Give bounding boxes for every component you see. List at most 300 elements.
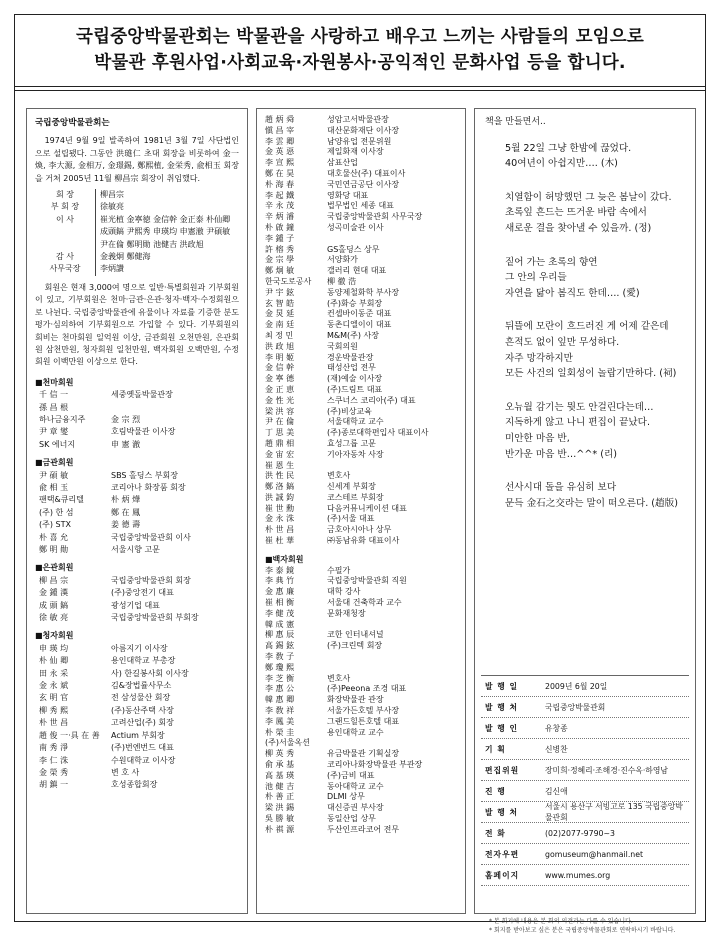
member-role: 영화당 대표 — [327, 190, 369, 200]
member-role: 코리아나화장박물관 부관장 — [327, 760, 423, 770]
officer-names: 金義炯 鄭健海 — [95, 251, 239, 263]
member-row — [265, 598, 459, 609]
member-name: 崔 恩 生 — [265, 460, 295, 470]
member-row — [265, 514, 459, 525]
publication-row — [481, 718, 689, 739]
member-role: 용인대학교 부총장 — [111, 656, 176, 666]
publication-label: 발 행 인 — [485, 723, 519, 733]
right-column — [474, 108, 696, 934]
officer-row — [35, 214, 239, 251]
member-role — [327, 652, 459, 663]
member-row — [35, 600, 239, 612]
member-role: (주)비상교육 — [327, 406, 372, 416]
editor-note — [505, 141, 697, 172]
member-name: 朴 海 春 — [265, 179, 295, 189]
officer-role: 사무국장 — [49, 264, 81, 274]
member-row — [265, 609, 459, 620]
member-name: 李 典 竹 — [265, 576, 295, 586]
association-intro: 1974년 9월 9일 발족하여 1981년 3월 7일 사단법인으로 설립됐다. 그동안 洪璡仁 초대 회장을 비롯하여 金一煥, 李大源, 金相万, 金璟錫, 鄭熙植, 金栄秀, 兪相玉 회장을 거쳐 2005년 11월 柳昌宗 회장이 취임했다. — [35, 136, 239, 183]
member-row — [265, 363, 459, 374]
note-line: 초록잎 흔드는 뜨거운 바람 속에서 — [505, 207, 647, 219]
member-row — [265, 760, 459, 771]
member-name: 高 基 瑛 — [265, 770, 295, 780]
member-role: 국립중앙박물관회 부회장 — [111, 613, 199, 623]
member-name: 玄 明 官 — [39, 693, 69, 703]
member-role: 용인대학교 교수 — [327, 727, 384, 737]
member-row — [35, 705, 239, 717]
member-role: 호성종합회장 — [111, 780, 158, 790]
member-row — [35, 655, 239, 667]
member-name: 李 敎 祥 — [265, 706, 295, 716]
member-name: 金 宙 宏 — [265, 449, 295, 459]
publication-value: 신병찬 — [545, 744, 568, 754]
member-role: 대학 강사 — [327, 587, 361, 597]
member-row — [35, 507, 239, 519]
publication-row — [481, 844, 689, 865]
note-line: 자연을 닮아 봄직도 한데…. (愛) — [505, 287, 640, 299]
member-role: (주)크린텍 회장 — [327, 641, 383, 651]
note-line: 반가운 마음 반…^^* (리) — [505, 448, 617, 460]
member-name: 吳 勝 敏 — [265, 814, 295, 823]
publication-label: 진 행 — [485, 786, 506, 796]
member-role — [111, 402, 239, 414]
member-role: (주)화승 부회장 — [327, 298, 383, 308]
member-name: 趙 鼎 相 — [265, 438, 295, 448]
member-row — [35, 389, 239, 401]
publication-label: 전 화 — [485, 828, 506, 838]
note-line: 지독하게 않고 나니 편집이 끝났다. — [505, 417, 650, 429]
member-row — [265, 331, 459, 342]
member-row — [265, 525, 459, 536]
member-role: 동촌디엘이이 대표 — [327, 320, 392, 330]
member-row — [265, 126, 459, 137]
member-role — [327, 663, 459, 674]
member-row — [265, 803, 459, 814]
header-line-1: 국립중앙박물관회는 박물관을 사랑하고 배우고 느끼는 사람들의 모임으로 — [75, 27, 644, 47]
middle-column — [256, 108, 466, 914]
officer-row — [35, 201, 239, 213]
member-name: 洪 誠 鈞 — [265, 492, 295, 502]
member-name: 崔 相 衡 — [265, 598, 295, 608]
member-name: 池 健 吉 — [265, 781, 295, 791]
member-row — [265, 288, 459, 299]
member-name: 金 信 幹 — [265, 363, 295, 373]
editor-poems — [485, 141, 697, 512]
member-name: 金 宗 學 — [265, 255, 295, 265]
member-role: 성곡미술관 이사 — [327, 222, 384, 232]
member-name: 愼 昌 宰 — [265, 125, 295, 135]
member-row — [35, 519, 239, 531]
left-column — [26, 108, 248, 914]
member-row — [265, 169, 459, 180]
member-row — [35, 668, 239, 680]
member-role: 朴 炳 燁 — [111, 495, 141, 505]
footnote: * 본 회지에 내용은 본 회의 의견과는 다를 수 있습니다. — [489, 918, 633, 925]
member-row — [265, 706, 459, 717]
membership-description: 회원은 현재 3,000여 명으로 일반·특별회원과 기부회원이 있고, 기부회원은 천마·금관·은관·청자·백자·수정회원으로 나뉜다. 국립중앙박물관에 유물이나 자료를 기증한 분도 평가·심의하여 기부회원으로 가입할 수 있다. 기부회원의 회비는 천마회원 일억원 이상, 금관회원 오천만원, 은관회원 삼천만원, 청자회원 일천만원, 백자회원 오백만원, 수정회원 이백만원 이상으로 한다. — [35, 282, 239, 367]
member-row — [265, 695, 459, 706]
member-name: 金 鍾 漢 — [39, 588, 69, 598]
note-line: 문득 金石之交라는 말이 떠오른다. (趙版) — [505, 497, 678, 509]
member-name: 鄭 明 勛 — [39, 545, 69, 554]
member-role: 대호물산(주) 대표이사 — [327, 168, 406, 178]
member-name: 최 정 민 — [265, 330, 294, 340]
note-line: 치열함이 허망했던 그 늦은 봄날이 갔다. — [505, 191, 672, 203]
member-row — [265, 417, 459, 428]
member-row — [265, 396, 459, 407]
member-role: 성암고서박물관장 — [327, 115, 389, 124]
member-role — [327, 234, 459, 245]
member-name: SK 에너지 — [39, 439, 76, 449]
member-role: 변 호 사 — [111, 767, 140, 777]
member-name: 하나금융지주 — [39, 414, 86, 424]
member-row — [265, 342, 459, 353]
publication-value: 장미희·정혜리·조해경·진수옥·하영남 — [545, 765, 668, 775]
member-group-title: ■청자회원 — [35, 631, 74, 641]
officer-role: 부 회 장 — [50, 202, 80, 212]
member-role: 서양화가 — [327, 255, 358, 265]
member-role: (주)중앙전기 대표 — [111, 588, 174, 598]
member-role: 기아자동차 사장 — [327, 449, 384, 459]
member-role: 컨셉바이동준 대표 — [327, 309, 392, 319]
member-name: (주) 한 섬 — [39, 507, 74, 517]
member-name: 朴 榮 圭 — [265, 727, 295, 737]
member-name: (주) STX — [39, 520, 71, 530]
member-row — [265, 566, 459, 577]
member-row — [265, 212, 459, 223]
officer-names: 崔光植 金寧徳 金信幹 金正泰 朴仙卿 成頭鎬 尹熙秀 申瑛均 申憲澈 尹碩敏 尹在倫 鄭明勛 池健吉 洪政旭 — [95, 214, 239, 251]
member-role: 그랜드힐튼호텔 대표 — [327, 716, 400, 726]
member-row — [265, 738, 459, 749]
member-row — [265, 493, 459, 504]
member-name: 朴 世 昌 — [265, 525, 295, 535]
member-role: 경운박물관장 — [327, 352, 374, 362]
officer-names: 李炳讚 — [95, 263, 239, 275]
member-name: 李 仁 洙 — [39, 755, 69, 765]
member-role: 금호아시아나 상무 — [327, 525, 392, 535]
editor-note — [505, 255, 697, 302]
member-row — [265, 180, 459, 191]
note-line: 그 안의 우리들 — [505, 272, 567, 284]
member-role: 金 宗 烈 — [111, 414, 141, 424]
note-line: 오뉴월 감기는 뭣도 안걸린다는데… — [505, 401, 654, 413]
member-role: 국립중앙박물관회 사무국장 — [327, 212, 423, 222]
member-list-continued — [265, 115, 459, 547]
member-row — [265, 630, 459, 641]
member-role: 수원대학교 이사장 — [111, 755, 176, 765]
member-group-title: ■금관회원 — [35, 458, 74, 468]
member-row — [265, 652, 459, 663]
member-role — [327, 461, 459, 472]
editor-note — [505, 319, 697, 381]
member-role: 김&장법률사무소 — [111, 681, 172, 691]
member-row — [265, 663, 459, 674]
publication-label: 편집위원 — [485, 765, 520, 775]
member-role: 국회의원 — [327, 341, 358, 351]
publication-value: 국립중앙박물관회 — [545, 702, 606, 712]
officer-role: 감 사 — [56, 252, 74, 262]
member-name: 鄭 炯 敏 — [265, 266, 295, 276]
member-row — [265, 674, 459, 685]
member-row — [265, 782, 459, 793]
member-name: 南 秀 淨 — [39, 743, 69, 753]
member-name: 李 雲 卿 — [265, 136, 295, 146]
member-name: 李 敎 子 — [265, 652, 295, 662]
member-row — [35, 482, 239, 494]
member-row — [265, 309, 459, 320]
publication-value: 서울시 용산구 서빙고로 135 국립중앙박물관회 — [545, 802, 683, 822]
note-line: 흔적도 없이 잎만 무성하다. — [505, 336, 620, 348]
member-name: 李 泰 鏡 — [265, 565, 295, 575]
member-role: 서울가든호텔 부사장 — [327, 706, 400, 716]
member-row — [35, 643, 239, 655]
member-name: 趙 俊 一·具 在 善 — [39, 730, 100, 740]
member-group-title: ■은관회원 — [35, 563, 74, 573]
member-role: M&M(주) 사장 — [327, 330, 380, 340]
member-name: 尹 在 倫 — [265, 417, 295, 427]
member-row — [265, 482, 459, 493]
member-row — [265, 450, 459, 461]
publication-label: 발 행 일 — [485, 681, 519, 691]
member-row — [265, 353, 459, 364]
member-name: 崔 杜 華 — [265, 536, 295, 546]
member-role: 문화재청장 — [327, 608, 366, 618]
publication-value: 2009년 6월 20일 — [545, 681, 608, 691]
member-row — [35, 730, 239, 742]
editor-note — [505, 400, 697, 462]
member-row — [265, 814, 459, 825]
officers-list — [35, 189, 239, 276]
member-row — [35, 494, 239, 506]
officer-role: 회 장 — [56, 190, 74, 200]
member-role: 갤러리 현대 대표 — [327, 266, 387, 276]
officer-row — [35, 189, 239, 201]
member-name: 金 榮 秀 — [39, 767, 69, 777]
editorial-notes — [475, 109, 697, 669]
member-role — [327, 738, 459, 749]
member-row — [35, 680, 239, 692]
member-name: 李 惠 公 — [265, 684, 295, 694]
member-row — [265, 277, 459, 288]
member-name: 李 宣 熙 — [265, 158, 295, 168]
member-role: 호림박물관 이사장 — [111, 427, 176, 437]
member-name: 朴 善 正 — [265, 792, 295, 802]
baekja-member-list — [265, 566, 459, 836]
member-name: 李 鳳 美 — [265, 716, 295, 726]
publication-row — [481, 865, 689, 886]
member-name: 李 起 鐵 — [265, 190, 295, 200]
member-role: 鄭 在 鳳 — [111, 507, 141, 517]
officer-names: 柳昌宗 — [95, 189, 239, 201]
member-role: 서울대 건축학과 교수 — [327, 598, 402, 608]
editor-note — [505, 480, 697, 511]
member-role: 고려산업(주) 회장 — [111, 718, 174, 728]
member-row — [35, 779, 239, 791]
member-role: 세중옛돌박물관장 — [111, 390, 173, 400]
member-role: Actium 부회장 — [111, 730, 165, 740]
footnote: * 회지를 받아보고 싶은 분은 국립중앙박물관회로 연락하시기 바랍니다. — [489, 927, 676, 934]
member-name: 尹 碩 敏 — [39, 470, 69, 480]
member-row — [265, 374, 459, 385]
member-role: 대신증권 부사장 — [327, 803, 384, 813]
member-role: ㈜동남유화 대표이사 — [327, 536, 400, 546]
publication-value: gomuseum@hanmail.net — [545, 849, 644, 859]
member-row — [265, 158, 459, 169]
member-role: 코스테르 부회장 — [327, 492, 384, 502]
member-role: 코리아나 화장품 회장 — [111, 482, 186, 492]
member-name: 兪 相 玉 — [39, 482, 69, 492]
member-role: DLMI 상무 — [327, 792, 365, 802]
member-role: 다음커뮤니케이션 대표 — [327, 503, 407, 513]
member-role: 수필가 — [327, 565, 351, 575]
member-name: 팬택&큐리텔 — [39, 495, 84, 505]
member-name: 洪 性 民 — [265, 471, 295, 481]
member-row — [265, 620, 459, 631]
publication-row — [481, 739, 689, 760]
member-name: 趙 炳 舜 — [265, 115, 295, 124]
member-name: 朴 啟 鐘 — [265, 222, 295, 232]
member-name: (주)서울옥션 — [265, 738, 310, 748]
member-row — [35, 532, 239, 544]
member-name: 申 瑛 均 — [39, 643, 69, 653]
member-row — [265, 771, 459, 782]
member-row — [265, 461, 459, 472]
member-role: 국립중앙박물관회 직원 — [327, 576, 407, 586]
member-row — [265, 792, 459, 803]
member-row — [265, 536, 459, 547]
member-role: 코한 인터내셔널 — [327, 630, 384, 640]
publication-value: 유창종 — [545, 723, 568, 733]
member-name: 한국도로공사 — [265, 276, 312, 286]
publication-row — [481, 781, 689, 802]
officer-names: 徐敏亮 — [95, 201, 239, 213]
member-name: 金 英 惡 — [265, 147, 295, 157]
publication-label: 기 획 — [485, 744, 506, 754]
publication-row — [481, 760, 689, 781]
header-divider — [14, 86, 706, 87]
member-group-title: ■천마회원 — [35, 377, 74, 387]
member-row — [265, 749, 459, 760]
member-row — [265, 684, 459, 695]
member-row — [265, 576, 459, 587]
member-role: 국립중앙박물관회 회장 — [111, 575, 191, 585]
note-line: 모든 사건의 일회성이 놀랍기만하다. (祠) — [505, 368, 677, 380]
member-role: (주)동산주택 사장 — [111, 705, 174, 715]
publication-row — [481, 823, 689, 844]
member-name: 金 南 廷 — [265, 320, 295, 330]
member-row — [265, 147, 459, 158]
member-role: 전 삼성물산 회장 — [111, 693, 171, 703]
member-row — [265, 825, 459, 836]
member-role: 효성그룹 고문 — [327, 438, 376, 448]
member-row — [265, 428, 459, 439]
member-row — [35, 414, 239, 426]
member-row — [35, 755, 239, 767]
page-header — [14, 24, 706, 76]
member-row — [265, 201, 459, 212]
publication-info — [481, 675, 689, 886]
member-role: 柳 徹 浩 — [327, 276, 357, 286]
member-name: 成 頭 鎬 — [39, 600, 69, 610]
publication-label: 발 행 처 — [485, 807, 519, 817]
member-name: 金 性 光 — [265, 395, 295, 405]
member-name: 許 榕 秀 — [265, 244, 295, 254]
member-role: 변호사 — [327, 673, 351, 683]
member-name: 鄭 洛 鎬 — [265, 482, 295, 492]
member-role: (주)Peeona 조경 대표 — [327, 684, 407, 694]
member-role: (주)종로대학편입사 대표이사 — [327, 428, 429, 438]
member-role: 申 憲 澈 — [111, 439, 141, 449]
note-line: 미안한 마음 반, — [505, 432, 570, 444]
member-name: 洪 政 旭 — [265, 341, 295, 351]
member-name: 韓 成 憲 — [265, 619, 295, 629]
member-name: 田 永 采 — [39, 668, 69, 678]
publication-row — [481, 697, 689, 718]
member-name: 金 惠 廉 — [265, 587, 295, 597]
member-name: 辛 炳 濬 — [265, 212, 295, 222]
publication-row — [481, 676, 689, 697]
member-row — [265, 587, 459, 598]
header-divider-double — [14, 90, 706, 91]
member-name: 鄭 瓊 熙 — [265, 662, 295, 672]
member-row — [265, 320, 459, 331]
member-name: 李 芝 衡 — [265, 673, 295, 683]
member-row — [265, 407, 459, 418]
member-row — [265, 255, 459, 266]
member-row — [35, 575, 239, 587]
member-row — [265, 234, 459, 245]
member-role: 스쿠너스 코리아(주) 대표 — [327, 395, 416, 405]
member-row — [265, 191, 459, 202]
member-role: 삼표산업 — [327, 158, 358, 168]
member-name: 朴 仙 卿 — [39, 656, 69, 666]
member-row — [35, 717, 239, 729]
member-name: 高 錫 鉉 — [265, 641, 295, 651]
member-role — [327, 620, 459, 631]
publication-value: (02)2077-9790~3 — [545, 828, 615, 838]
member-role: (주)번엔번드 대표 — [111, 743, 174, 753]
publication-value: 김신애 — [545, 786, 568, 796]
member-name: 韓 惠 卿 — [265, 695, 295, 705]
member-name: 柳 英 秀 — [265, 749, 295, 759]
publication-label: 전자우편 — [485, 849, 520, 859]
member-row — [35, 767, 239, 779]
member-name: 胡 鎮 一 — [39, 780, 69, 790]
member-name: 俞 承 基 — [265, 760, 295, 770]
member-role: 동일산업 상무 — [327, 814, 376, 823]
member-role: 아름지기 이사장 — [111, 643, 168, 653]
member-role: 법무법인 세종 대표 — [327, 201, 394, 211]
member-role: 제일화재 이사장 — [327, 147, 384, 157]
member-role: GS홀딩스 상무 — [327, 244, 380, 254]
publication-label: 발 행 처 — [485, 702, 519, 712]
member-role: 사) 한길봉사회 이사장 — [111, 668, 189, 678]
member-name: 丁 思 美 — [265, 428, 295, 438]
member-row — [265, 385, 459, 396]
member-name: 千 信 一 — [39, 390, 69, 400]
member-row — [265, 641, 459, 652]
member-name: 金 正 恵 — [265, 384, 295, 394]
member-name: 金 炅 延 — [265, 309, 295, 319]
note-line: 자주 망각하지만 — [505, 352, 573, 364]
member-name: 金 寧 德 — [265, 374, 295, 384]
member-role: 화장박물관 관장 — [327, 695, 384, 705]
member-role: 국립중앙박물관회 이사 — [111, 532, 191, 542]
member-role: (주)드림트 대표 — [327, 384, 383, 394]
member-name: 鄭 在 昊 — [265, 168, 295, 178]
member-row — [265, 717, 459, 728]
member-row — [35, 439, 239, 451]
